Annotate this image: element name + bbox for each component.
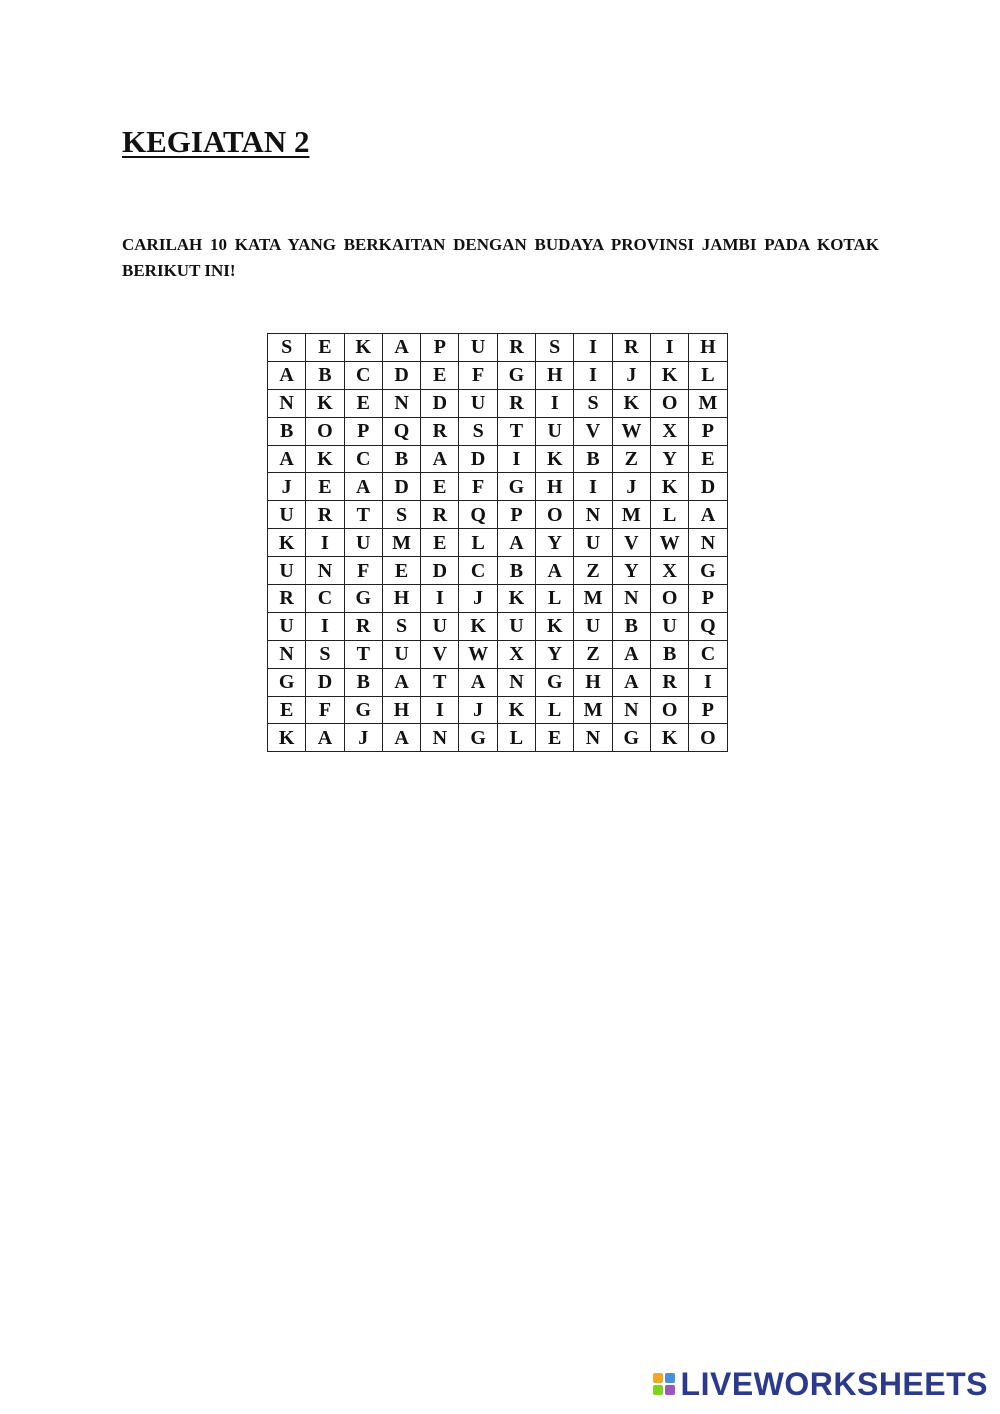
- grid-cell[interactable]: E: [421, 473, 459, 501]
- grid-cell[interactable]: O: [650, 696, 688, 724]
- grid-cell[interactable]: Y: [650, 445, 688, 473]
- grid-cell[interactable]: R: [497, 334, 535, 362]
- grid-cell[interactable]: A: [382, 724, 420, 752]
- grid-cell[interactable]: F: [344, 557, 382, 585]
- grid-cell[interactable]: T: [344, 501, 382, 529]
- grid-cell[interactable]: M: [689, 389, 727, 417]
- grid-cell[interactable]: C: [344, 445, 382, 473]
- grid-cell[interactable]: M: [612, 501, 650, 529]
- grid-cell[interactable]: O: [650, 585, 688, 613]
- grid-cell[interactable]: C: [459, 557, 497, 585]
- grid-cell[interactable]: N: [268, 640, 306, 668]
- grid-cell[interactable]: B: [574, 445, 612, 473]
- grid-row: [268, 724, 728, 752]
- grid-cell[interactable]: B: [497, 557, 535, 585]
- grid-cell[interactable]: V: [574, 417, 612, 445]
- grid-cell[interactable]: K: [650, 724, 688, 752]
- grid-cell[interactable]: U: [382, 640, 420, 668]
- grid-cell[interactable]: O: [650, 389, 688, 417]
- grid-cell[interactable]: A: [459, 668, 497, 696]
- grid-cell[interactable]: G: [268, 668, 306, 696]
- grid-cell[interactable]: U: [268, 501, 306, 529]
- grid-cell[interactable]: K: [459, 612, 497, 640]
- grid-cell[interactable]: I: [421, 696, 459, 724]
- grid-row: [268, 334, 728, 362]
- grid-cell[interactable]: L: [536, 696, 574, 724]
- grid-cell[interactable]: M: [382, 529, 420, 557]
- grid-cell[interactable]: L: [497, 724, 535, 752]
- grid-cell[interactable]: A: [689, 501, 727, 529]
- grid-cell[interactable]: J: [612, 361, 650, 389]
- grid-cell[interactable]: A: [344, 473, 382, 501]
- grid-cell[interactable]: E: [421, 529, 459, 557]
- grid-cell[interactable]: O: [306, 417, 344, 445]
- grid-cell[interactable]: P: [497, 501, 535, 529]
- grid-cell[interactable]: H: [689, 334, 727, 362]
- grid-cell[interactable]: L: [689, 361, 727, 389]
- grid-cell[interactable]: R: [497, 389, 535, 417]
- grid-cell[interactable]: N: [382, 389, 420, 417]
- grid-cell[interactable]: C: [344, 361, 382, 389]
- grid-cell[interactable]: D: [421, 557, 459, 585]
- grid-cell[interactable]: U: [268, 612, 306, 640]
- grid-cell[interactable]: Y: [612, 557, 650, 585]
- grid-cell[interactable]: W: [612, 417, 650, 445]
- grid-cell[interactable]: R: [421, 501, 459, 529]
- grid-cell[interactable]: J: [459, 585, 497, 613]
- grid-cell[interactable]: H: [536, 361, 574, 389]
- grid-cell[interactable]: R: [612, 334, 650, 362]
- grid-cell[interactable]: G: [344, 696, 382, 724]
- grid-cell[interactable]: W: [459, 640, 497, 668]
- grid-cell[interactable]: E: [268, 696, 306, 724]
- grid-cell[interactable]: V: [421, 640, 459, 668]
- grid-row: [268, 612, 728, 640]
- grid-cell[interactable]: E: [306, 473, 344, 501]
- grid-cell[interactable]: I: [421, 585, 459, 613]
- grid-cell[interactable]: D: [421, 389, 459, 417]
- grid-cell[interactable]: G: [497, 361, 535, 389]
- grid-cell[interactable]: S: [536, 334, 574, 362]
- grid-cell[interactable]: V: [612, 529, 650, 557]
- grid-cell[interactable]: U: [459, 389, 497, 417]
- logo-square: [665, 1373, 675, 1383]
- grid-cell[interactable]: E: [536, 724, 574, 752]
- grid-row: [268, 529, 728, 557]
- grid-cell[interactable]: U: [536, 417, 574, 445]
- grid-cell[interactable]: B: [344, 668, 382, 696]
- grid-cell[interactable]: N: [306, 557, 344, 585]
- grid-cell[interactable]: O: [689, 724, 727, 752]
- grid-cell[interactable]: Z: [574, 640, 612, 668]
- grid-cell[interactable]: U: [421, 612, 459, 640]
- grid-cell[interactable]: S: [306, 640, 344, 668]
- grid-cell[interactable]: A: [306, 724, 344, 752]
- grid-cell[interactable]: R: [268, 585, 306, 613]
- grid-cell[interactable]: A: [268, 445, 306, 473]
- grid-cell[interactable]: F: [459, 473, 497, 501]
- grid-cell[interactable]: U: [574, 529, 612, 557]
- grid-cell[interactable]: K: [344, 334, 382, 362]
- grid-cell[interactable]: K: [268, 724, 306, 752]
- grid-cell[interactable]: R: [306, 501, 344, 529]
- grid-row: [268, 668, 728, 696]
- grid-cell[interactable]: I: [574, 334, 612, 362]
- grid-cell[interactable]: H: [382, 585, 420, 613]
- grid-cell[interactable]: K: [650, 473, 688, 501]
- grid-cell[interactable]: L: [536, 585, 574, 613]
- grid-cell[interactable]: X: [497, 640, 535, 668]
- grid-cell[interactable]: K: [306, 445, 344, 473]
- grid-cell[interactable]: A: [268, 361, 306, 389]
- grid-cell[interactable]: S: [268, 334, 306, 362]
- grid-cell[interactable]: K: [650, 361, 688, 389]
- grid-cell[interactable]: G: [689, 557, 727, 585]
- grid-cell[interactable]: A: [497, 529, 535, 557]
- grid-cell[interactable]: U: [459, 334, 497, 362]
- grid-cell[interactable]: J: [612, 473, 650, 501]
- liveworksheets-logo-icon: [653, 1373, 675, 1395]
- grid-row: [268, 473, 728, 501]
- grid-cell[interactable]: Y: [536, 640, 574, 668]
- grid-cell[interactable]: U: [344, 529, 382, 557]
- grid-cell[interactable]: L: [459, 529, 497, 557]
- grid-cell[interactable]: N: [574, 724, 612, 752]
- grid-cell[interactable]: M: [574, 585, 612, 613]
- grid-cell[interactable]: K: [612, 389, 650, 417]
- grid-cell[interactable]: Q: [382, 417, 420, 445]
- grid-cell[interactable]: K: [536, 445, 574, 473]
- grid-cell[interactable]: U: [268, 557, 306, 585]
- grid-row: [268, 361, 728, 389]
- grid-cell[interactable]: E: [344, 389, 382, 417]
- grid-cell[interactable]: E: [306, 334, 344, 362]
- grid-cell[interactable]: B: [650, 640, 688, 668]
- grid-row: [268, 417, 728, 445]
- grid-cell[interactable]: N: [612, 696, 650, 724]
- grid-cell[interactable]: U: [650, 612, 688, 640]
- grid-cell[interactable]: B: [268, 417, 306, 445]
- grid-cell[interactable]: R: [421, 417, 459, 445]
- grid-cell[interactable]: W: [650, 529, 688, 557]
- grid-cell[interactable]: I: [536, 389, 574, 417]
- grid-cell[interactable]: H: [574, 668, 612, 696]
- grid-cell[interactable]: N: [268, 389, 306, 417]
- grid-row: [268, 389, 728, 417]
- grid-cell[interactable]: H: [536, 473, 574, 501]
- grid-cell[interactable]: Z: [612, 445, 650, 473]
- word-search-grid-body: [268, 334, 728, 752]
- page-title: KEGIATAN 2: [122, 124, 310, 159]
- grid-cell[interactable]: I: [689, 668, 727, 696]
- grid-row: [268, 557, 728, 585]
- grid-cell[interactable]: U: [497, 612, 535, 640]
- grid-cell[interactable]: E: [421, 361, 459, 389]
- grid-cell[interactable]: G: [459, 724, 497, 752]
- grid-cell[interactable]: D: [459, 445, 497, 473]
- grid-cell[interactable]: N: [497, 668, 535, 696]
- grid-row: [268, 585, 728, 613]
- grid-cell[interactable]: A: [382, 334, 420, 362]
- grid-cell[interactable]: I: [306, 529, 344, 557]
- grid-row: [268, 696, 728, 724]
- grid-cell[interactable]: S: [459, 417, 497, 445]
- grid-cell[interactable]: E: [689, 445, 727, 473]
- grid-cell[interactable]: Y: [536, 529, 574, 557]
- grid-cell[interactable]: T: [497, 417, 535, 445]
- grid-cell[interactable]: C: [306, 585, 344, 613]
- grid-cell[interactable]: D: [382, 361, 420, 389]
- grid-cell[interactable]: B: [382, 445, 420, 473]
- grid-cell[interactable]: X: [650, 417, 688, 445]
- grid-cell[interactable]: I: [306, 612, 344, 640]
- grid-cell[interactable]: A: [421, 445, 459, 473]
- grid-cell[interactable]: S: [382, 501, 420, 529]
- grid-cell[interactable]: K: [536, 612, 574, 640]
- grid-cell[interactable]: D: [382, 473, 420, 501]
- grid-cell[interactable]: P: [689, 585, 727, 613]
- grid-cell[interactable]: D: [306, 668, 344, 696]
- grid-cell[interactable]: F: [306, 696, 344, 724]
- grid-cell[interactable]: G: [344, 585, 382, 613]
- grid-cell[interactable]: T: [344, 640, 382, 668]
- grid-cell[interactable]: K: [306, 389, 344, 417]
- grid-cell[interactable]: K: [268, 529, 306, 557]
- grid-cell[interactable]: S: [382, 612, 420, 640]
- logo-square: [665, 1385, 675, 1395]
- grid-cell[interactable]: O: [536, 501, 574, 529]
- grid-cell[interactable]: U: [574, 612, 612, 640]
- grid-cell[interactable]: C: [689, 640, 727, 668]
- grid-cell[interactable]: L: [650, 501, 688, 529]
- grid-cell[interactable]: D: [689, 473, 727, 501]
- grid-cell[interactable]: H: [382, 696, 420, 724]
- grid-cell[interactable]: J: [268, 473, 306, 501]
- grid-cell[interactable]: N: [689, 529, 727, 557]
- grid-cell[interactable]: Q: [459, 501, 497, 529]
- grid-cell[interactable]: P: [689, 417, 727, 445]
- grid-cell[interactable]: N: [574, 501, 612, 529]
- grid-cell[interactable]: P: [689, 696, 727, 724]
- grid-cell[interactable]: A: [382, 668, 420, 696]
- grid-cell[interactable]: I: [574, 361, 612, 389]
- grid-row: [268, 640, 728, 668]
- grid-cell[interactable]: E: [382, 557, 420, 585]
- grid-cell[interactable]: K: [497, 696, 535, 724]
- grid-cell[interactable]: R: [344, 612, 382, 640]
- grid-cell[interactable]: N: [612, 585, 650, 613]
- grid-cell[interactable]: X: [650, 557, 688, 585]
- grid-cell[interactable]: B: [306, 361, 344, 389]
- grid-cell[interactable]: J: [344, 724, 382, 752]
- grid-cell[interactable]: B: [612, 612, 650, 640]
- grid-cell[interactable]: Q: [689, 612, 727, 640]
- grid-row: [268, 445, 728, 473]
- logo-square: [653, 1385, 663, 1395]
- grid-cell[interactable]: I: [574, 473, 612, 501]
- grid-cell[interactable]: N: [421, 724, 459, 752]
- logo-square: [653, 1373, 663, 1383]
- grid-cell[interactable]: A: [536, 557, 574, 585]
- grid-cell[interactable]: Z: [574, 557, 612, 585]
- grid-cell[interactable]: I: [650, 334, 688, 362]
- word-search-grid: [267, 333, 728, 752]
- grid-cell[interactable]: G: [612, 724, 650, 752]
- grid-cell[interactable]: G: [536, 668, 574, 696]
- grid-cell[interactable]: S: [574, 389, 612, 417]
- grid-cell[interactable]: J: [459, 696, 497, 724]
- liveworksheets-brand: [653, 1366, 988, 1402]
- grid-cell[interactable]: K: [497, 585, 535, 613]
- instruction-text: CARILAH 10 KATA YANG BERKAITAN DENGAN BUDAYA PROVINSI JAMBI PADA KOTAK BERIKUT INI!: [122, 235, 879, 280]
- grid-cell[interactable]: F: [459, 361, 497, 389]
- grid-cell[interactable]: P: [421, 334, 459, 362]
- grid-cell[interactable]: P: [344, 417, 382, 445]
- grid-cell[interactable]: R: [650, 668, 688, 696]
- grid-row: [268, 501, 728, 529]
- grid-cell[interactable]: A: [612, 668, 650, 696]
- brand-name: LIVEWORKSHEETS: [680, 1366, 988, 1402]
- grid-cell[interactable]: G: [497, 473, 535, 501]
- grid-cell[interactable]: I: [497, 445, 535, 473]
- grid-cell[interactable]: T: [421, 668, 459, 696]
- grid-cell[interactable]: A: [612, 640, 650, 668]
- grid-cell[interactable]: M: [574, 696, 612, 724]
